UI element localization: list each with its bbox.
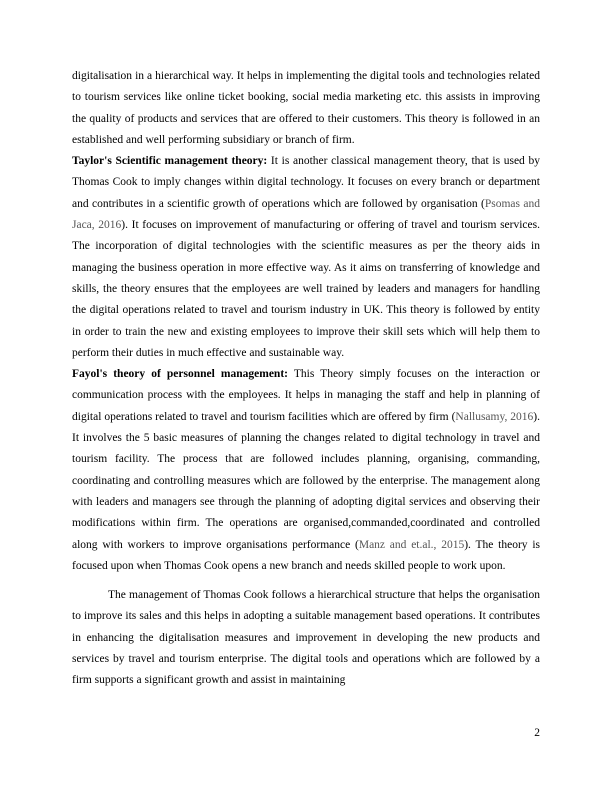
citation-psomas-jaca[interactable]: Psomas and Jaca, 2016 <box>72 197 540 232</box>
paragraph-fayol <box>72 364 540 577</box>
page-number: 2 <box>534 727 540 739</box>
paragraph-management <box>72 585 540 691</box>
paragraph-text: ). The theory is focused upon when Thomas Cook opens a new branch and needs skilled people to work upon. <box>72 538 540 572</box>
paragraph-text: This Theory simply focuses on the interaction or communication process with the employees. It helps in managing the staff and help in planning of digital operations related to travel and tourism facilities which are offered by firm ( <box>72 368 540 423</box>
paragraph-text: ). It focuses on improvement of manufacturing or offering of travel and tourism services. The incorporation of digital technologies with the scientific measures as per the theory aids in managing the business operation in more effective way. As it aims on transferring of knowledge and skills, the theory ensures that the employees are well trained by leaders and managers for handling the digital operations related to travel and tourism industry in UK. This theory is followed by entity in order to train the new and existing employees to improve their skill sets which will help them to perform their duties in much effective and sustainable way. <box>72 219 540 359</box>
paragraph-text: ). It involves the 5 basic measures of planning the changes related to digital technology in travel and tourism facility. The process that are followed includes planning, organising, commanding, coordinating and controlling measures which are followed by the enterprise. The management along with leaders and managers see through the planning of adopting digital services and observing their modifications within firm. The operations are organised,commanded,coordinated and controlled along with workers to improve organisations performance ( <box>72 410 541 551</box>
section-heading-taylor: Taylor's Scientific management theory: <box>72 155 268 168</box>
paragraph-text: It is another classical management theory, that is used by Thomas Cook to imply changes within digital technology. It focuses on every branch or department and contributes in a scientific growth of operations which are followed by organisation ( <box>72 155 540 210</box>
paragraph-text: The management of Thomas Cook follows a hierarchical structure that helps the organisation to improve its sales and this helps in adopting a suitable management based operations. It contributes in enhancing the digitalisation measures and improvement in developing the new products and services by travel and tourism enterprise. The digital tools and operations which are followed by a firm supports a significant growth and assist in maintaining <box>72 589 540 687</box>
citation-nallusamy[interactable]: Nallusamy, 2016 <box>455 410 534 423</box>
section-heading-fayol: Fayol's theory of personnel management: <box>72 368 288 381</box>
paragraph-intro <box>72 66 540 151</box>
paragraph-taylor <box>72 151 540 364</box>
document-page <box>72 66 540 692</box>
citation-manz[interactable]: Manz and et.al., 2015 <box>358 538 465 551</box>
paragraph-text: digitalisation in a hierarchical way. It helps in implementing the digital tools and technologies related to tourism services like online ticket booking, social media marketing etc. this assists in improving the quality of products and services that are offered to their customers. This theory is followed in an established and well performing subsidiary or branch of firm. <box>72 70 540 146</box>
